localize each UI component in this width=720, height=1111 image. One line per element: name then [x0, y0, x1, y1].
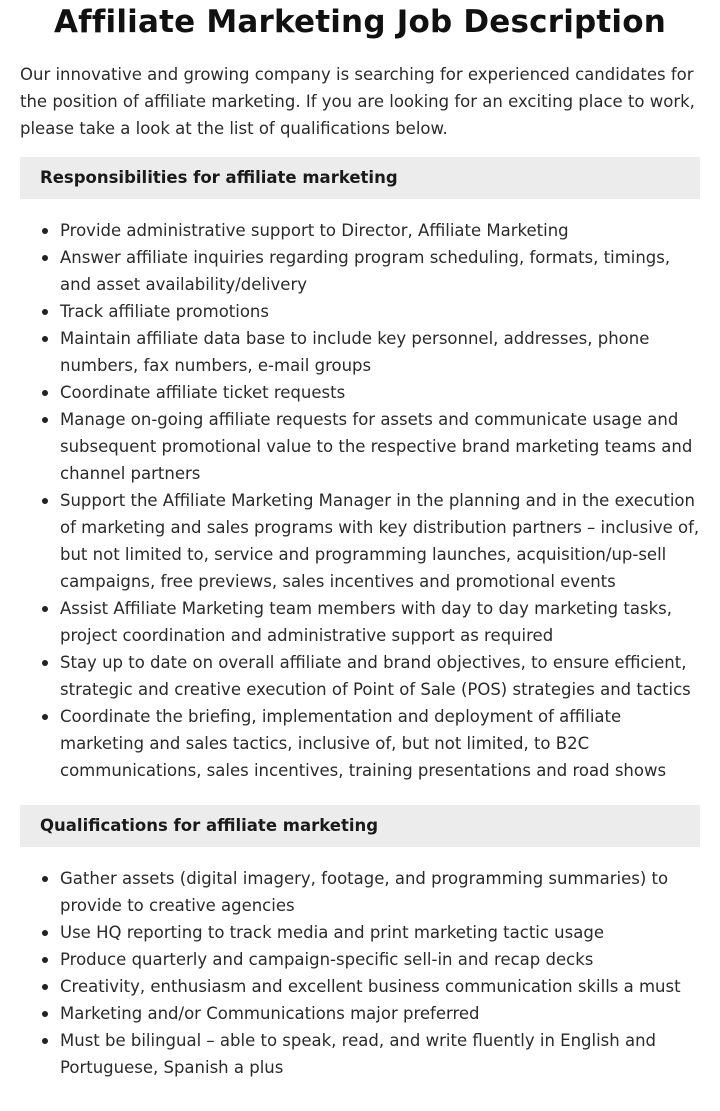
bullet-icon [42, 660, 48, 666]
list-item-text: Support the Affiliate Marketing Manager in the planning and in the execution of marketing and sales programs with key distribution partners – inclusive of, but not limited to, service and programming launches, acquisition/up-sell campaigns, free previews, sales incentives and promotional events [60, 491, 700, 591]
list-item [20, 703, 700, 784]
bullet-icon [42, 336, 48, 342]
list-item [20, 919, 700, 946]
bullet-icon [42, 714, 48, 720]
bullet-icon [42, 984, 48, 990]
list-item [20, 595, 700, 649]
list-item [20, 649, 700, 703]
list-item [20, 973, 700, 1000]
bullet-icon [42, 957, 48, 963]
bullet-icon [42, 876, 48, 882]
list-item [20, 244, 700, 298]
qualifications-list [20, 865, 700, 1081]
bullet-icon [42, 255, 48, 261]
list-item-text: Use HQ reporting to track media and print marketing tactic usage [60, 923, 604, 942]
bullet-icon [42, 1038, 48, 1044]
bullet-icon [42, 417, 48, 423]
responsibilities-heading: Responsibilities for affiliate marketing [20, 157, 700, 199]
list-item [20, 946, 700, 973]
bullet-icon [42, 606, 48, 612]
list-item-text: Gather assets (digital imagery, footage, and programming summaries) to provide to creative agencies [60, 869, 669, 915]
bullet-icon [42, 1011, 48, 1017]
list-item [20, 406, 700, 487]
intro-paragraph: Our innovative and growing company is searching for experienced candidates for the position of affiliate marketing. If you are looking for an exciting place to work, please take a look at the list of qualifications below. [20, 65, 695, 138]
list-item-text: Track affiliate promotions [60, 302, 269, 321]
bullet-icon [42, 390, 48, 396]
page-title: Affiliate Marketing Job Description [53, 4, 667, 40]
list-item-text: Manage on-going affiliate requests for assets and communicate usage and subsequent promotional value to the respective brand marketing teams and channel partners [60, 410, 693, 483]
list-item-text: Marketing and/or Communications major preferred [60, 1004, 480, 1023]
qualifications-heading: Qualifications for affiliate marketing [20, 805, 700, 847]
list-item-text: Coordinate the briefing, implementation and deployment of affiliate marketing and sales tactics, inclusive of, but not limited, to B2C communications, sales incentives, training presentations and road shows [60, 707, 667, 780]
list-item-text: Maintain affiliate data base to include key personnel, addresses, phone numbers, fax numbers, e-mail groups [60, 329, 650, 375]
list-item [20, 325, 700, 379]
list-item [20, 865, 700, 919]
list-item [20, 1000, 700, 1027]
list-item-text: Answer affiliate inquiries regarding program scheduling, formats, timings, and asset availability/delivery [60, 248, 671, 294]
list-item [20, 217, 700, 244]
list-item-text: Coordinate affiliate ticket requests [60, 383, 346, 402]
list-item-text: Stay up to date on overall affiliate and brand objectives, to ensure efficient, strategic and creative execution of Point of Sale (POS) strategies and tactics [60, 653, 691, 699]
list-item [20, 1027, 700, 1081]
list-item [20, 298, 700, 325]
bullet-icon [42, 309, 48, 315]
list-item-text: Produce quarterly and campaign-specific sell-in and recap decks [60, 950, 594, 969]
responsibilities-list [20, 217, 700, 784]
list-item-text: Creativity, enthusiasm and excellent business communication skills a must [60, 977, 681, 996]
list-item-text: Provide administrative support to Director, Affiliate Marketing [60, 221, 569, 240]
list-item-text: Assist Affiliate Marketing team members with day to day marketing tasks, project coordination and administrative support as required [60, 599, 672, 645]
bullet-icon [42, 498, 48, 504]
list-item [20, 379, 700, 406]
list-item-text: Must be bilingual – able to speak, read, and write fluently in English and Portuguese, Spanish a plus [60, 1031, 657, 1077]
list-item [20, 487, 700, 595]
bullet-icon [42, 228, 48, 234]
bullet-icon [42, 930, 48, 936]
